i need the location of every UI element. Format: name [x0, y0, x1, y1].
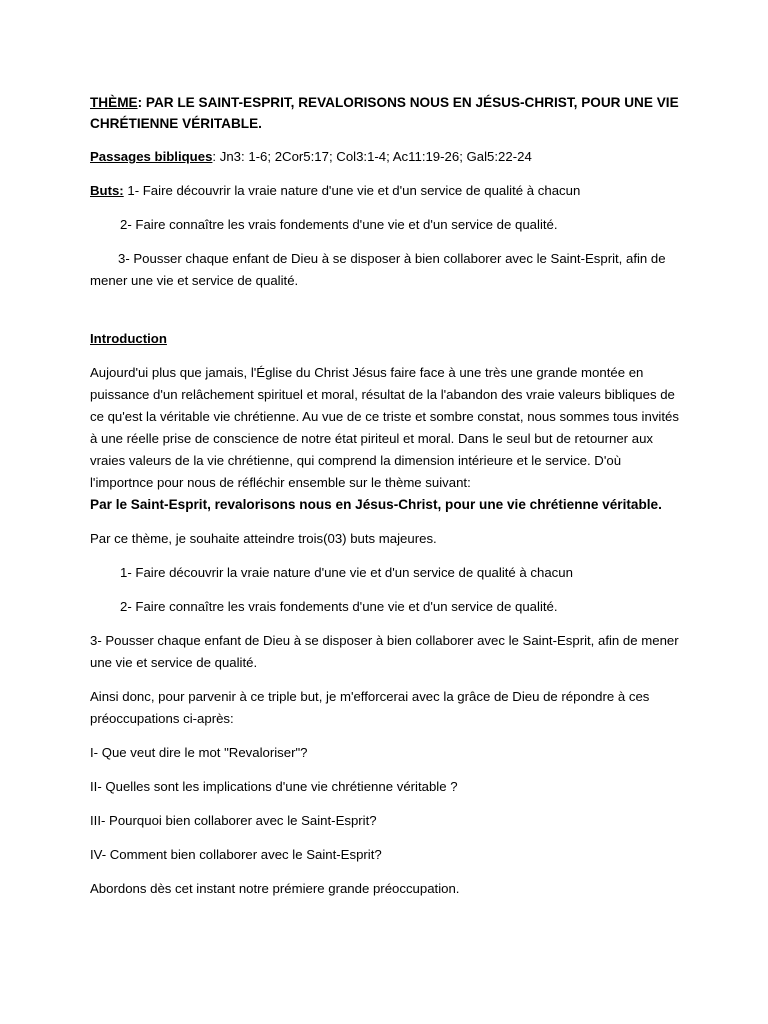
goal-line-1 [90, 180, 680, 202]
theme-title [90, 92, 680, 134]
goal-line-3 [90, 248, 680, 292]
goal-item-1: 1- Faire découvrir la vraie nature d'une vie et d'un service de qualité à chacun [120, 565, 573, 580]
question-3: III- Pourquoi bien collaborer avec le Saint-Esprit? [90, 813, 377, 828]
introduction-body: Aujourd'ui plus que jamais, l'Église du Christ Jésus faire face à une très une grande montée en puissance d'un relâchement spirituel et moral, résultat de la l'abandon des vraie valeurs bibliques de ce qu'est la véritable vie chrétienne. Au vue de ce triste et sombre constat, nous sommes tous invités à une réelle prise de conscience de notre état piriteul et moral. Dans le seul but de retourner aux vraies valeurs de la vie chrétienne, qui comprend la dimension intérieure et le service. D'où l'importnce pour nous de réfléchir ensemble sur le thème suivant: [90, 365, 679, 490]
goal-line-2: 2- Faire connaître les vrais fondements d'une vie et d'un service de qualité. [120, 217, 558, 232]
introduction-heading: Introduction [90, 331, 167, 346]
question-1: I- Que veut dire le mot "Revaloriser"? [90, 745, 308, 760]
goal-3-text: 3- Pousser chaque enfant de Dieu à se disposer à bien collaborer avec le Saint-Esprit, afin de mener une vie et service de qualité. [90, 251, 666, 288]
question-4: IV- Comment bien collaborer avec le Saint-Esprit? [90, 847, 382, 862]
closing-line: Abordons dès cet instant notre prémiere grande préoccupation. [90, 881, 460, 896]
document-page [90, 92, 680, 912]
introduction-paragraph [90, 362, 680, 516]
passages-label: Passages bibliques [90, 149, 213, 164]
goal-item-3: 3- Pousser chaque enfant de Dieu à se disposer à bien collaborer avec le Saint-Esprit, afin de mener une vie et service de qualité. [90, 633, 679, 670]
passages-text: : Jn3: 1-6; 2Cor5:17; Col3:1-4; Ac11:19-26; Gal5:22-24 [212, 149, 532, 164]
buts-label: Buts: [90, 183, 124, 198]
goals-intro: Par ce thème, je souhaite atteindre trois(03) buts majeures. [90, 531, 437, 546]
theme-label: THÈME [90, 95, 138, 110]
goal-item-2: 2- Faire connaître les vrais fondements d'une vie et d'un service de qualité. [120, 599, 558, 614]
transition-paragraph: Ainsi donc, pour parvenir à ce triple but, je m'efforcerai avec la grâce de Dieu de répondre à ces préoccupations ci-après: [90, 689, 650, 726]
bible-passages [90, 146, 680, 168]
theme-text: : PAR LE SAINT-ESPRIT, REVALORISONS NOUS EN JÉSUS-CHRIST, POUR UNE VIE CHRÉTIENNE VÉRITABLE. [90, 95, 679, 131]
question-2: II- Quelles sont les implications d'une vie chrétienne véritable ? [90, 779, 458, 794]
theme-restated: Par le Saint-Esprit, revalorisons nous en Jésus-Christ, pour une vie chrétienne véritable. [90, 497, 662, 512]
goal-1-text: 1- Faire découvrir la vraie nature d'une vie et d'un service de qualité à chacun [123, 183, 581, 198]
